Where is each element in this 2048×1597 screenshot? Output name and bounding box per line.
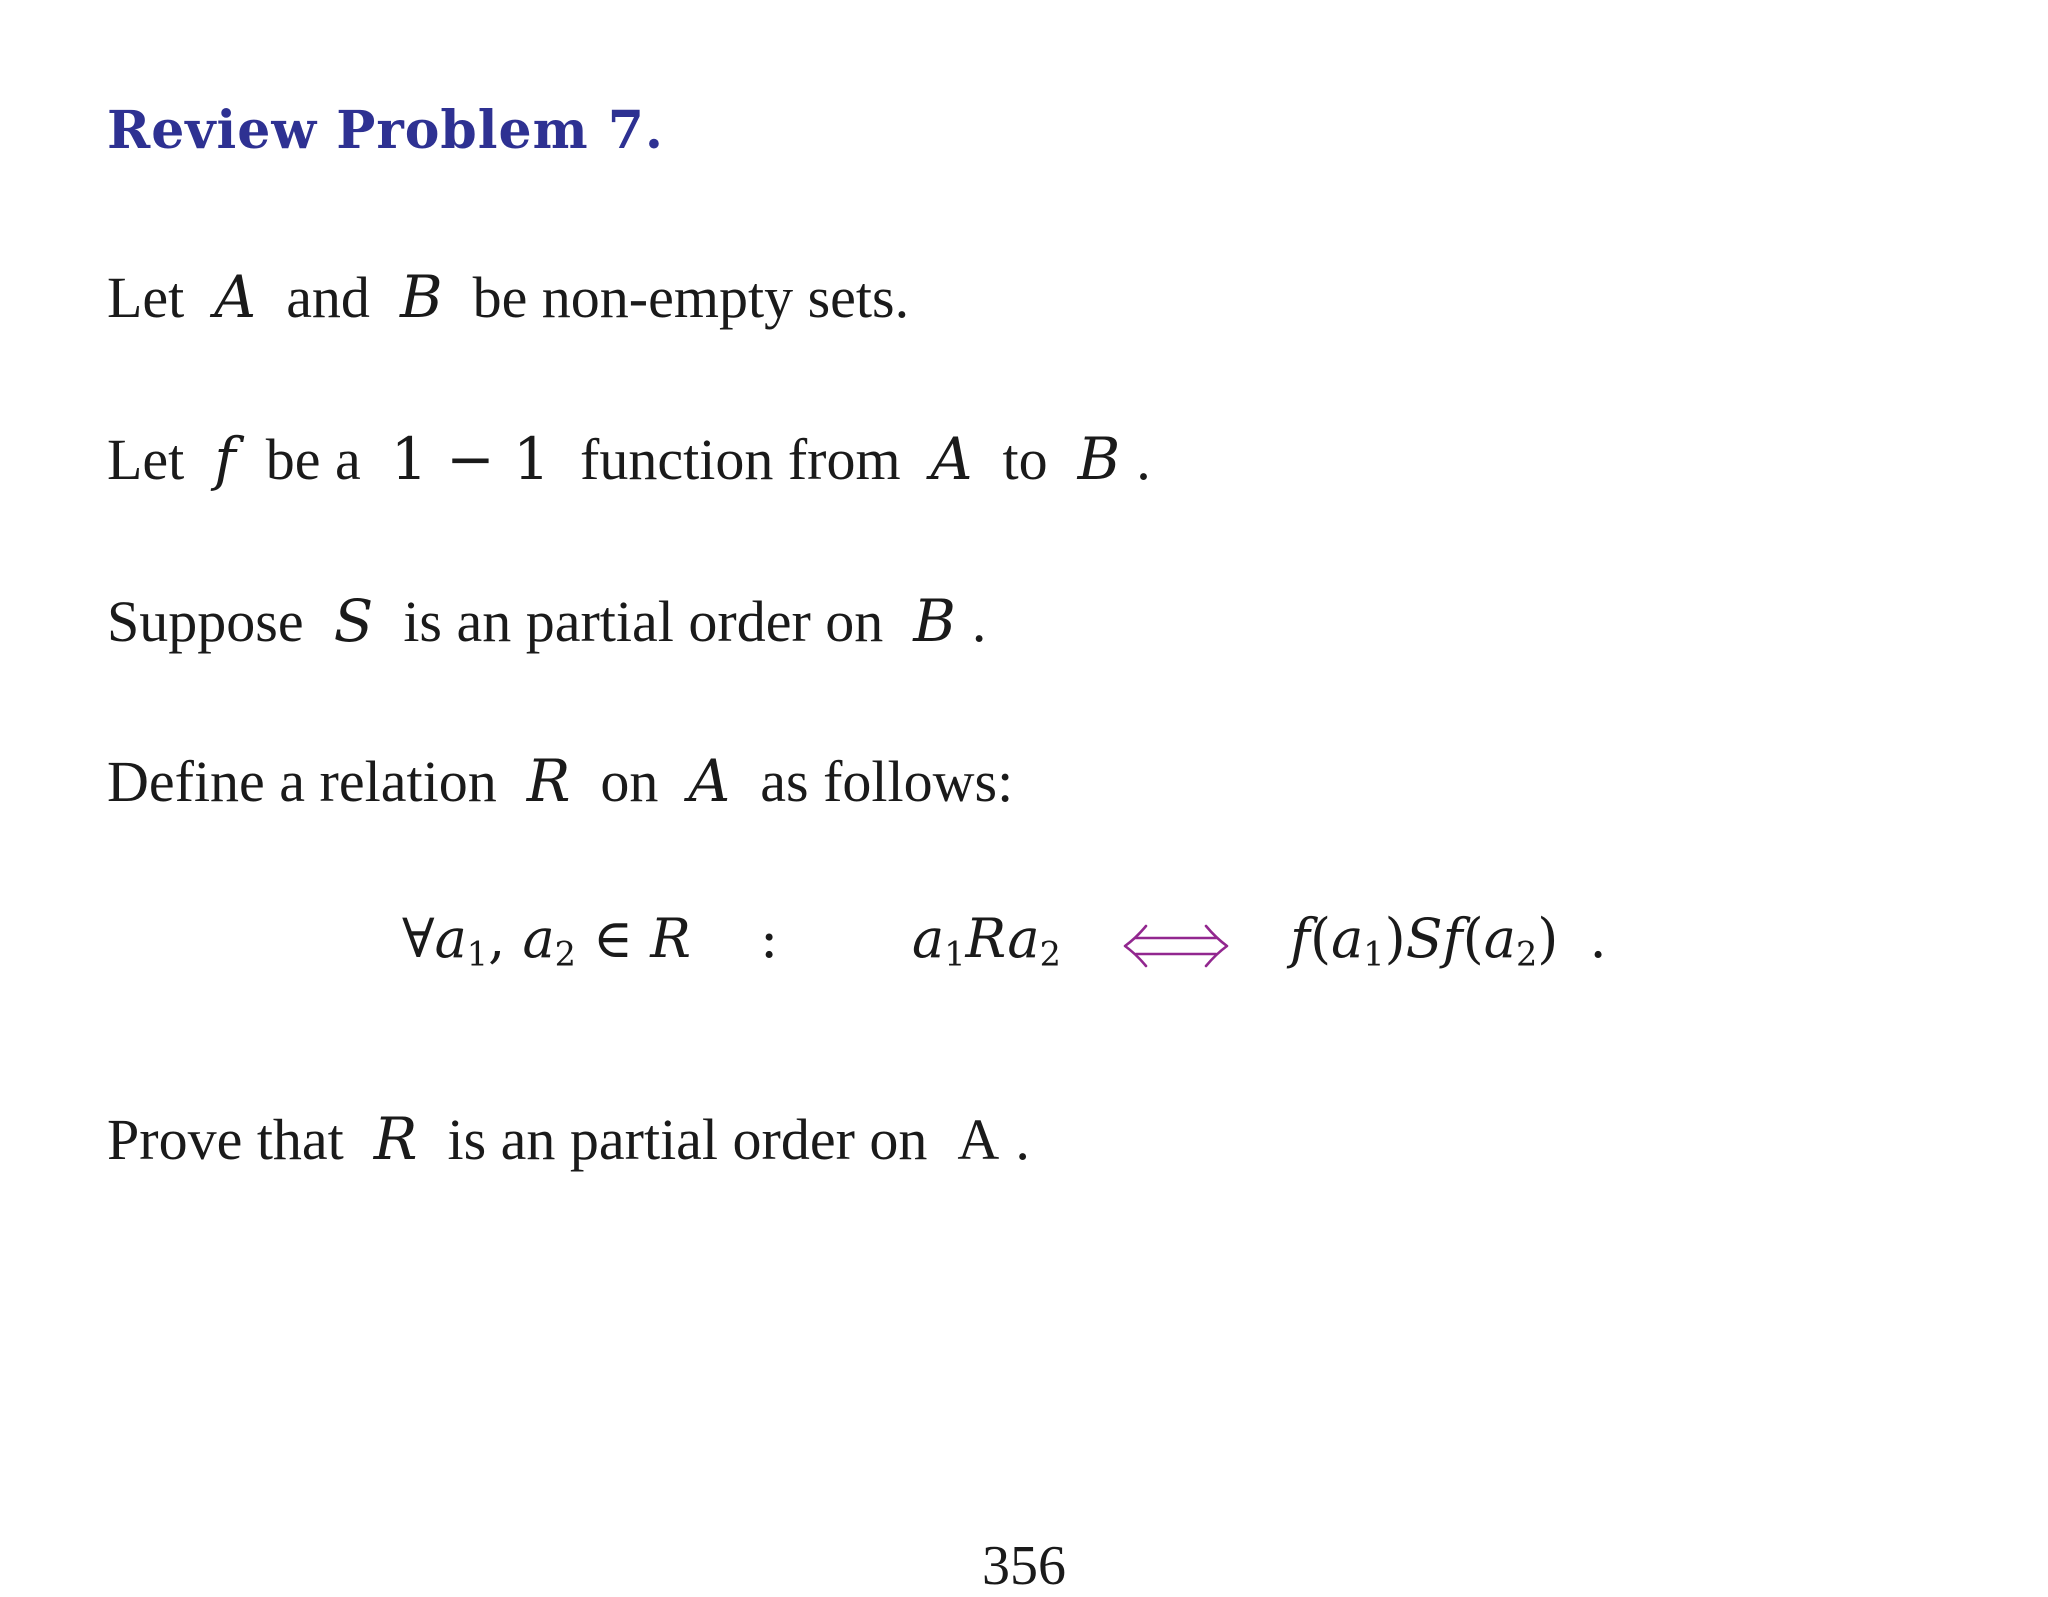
text: be a [265, 427, 361, 492]
period: . [971, 589, 987, 654]
formula-colon [760, 907, 779, 970]
problem-heading: Review Problem 7. [107, 100, 665, 161]
text: Suppose [107, 589, 304, 654]
var-A: A [930, 425, 973, 493]
paren: ( [1462, 907, 1484, 970]
text: Prove that [107, 1107, 344, 1172]
text: Define a relation [107, 749, 497, 814]
subscript: 1 [466, 934, 489, 974]
statement-define-R [107, 747, 1014, 815]
text: is an partial order on [447, 1107, 928, 1172]
var-B: B [1077, 425, 1121, 493]
var-a1: a [1331, 907, 1364, 970]
var-a1: a [912, 907, 945, 970]
subscript: 2 [554, 934, 576, 974]
text: on [600, 749, 659, 814]
var-R: R [965, 907, 1008, 970]
var-a1: a [434, 907, 467, 970]
text: is an partial order on [403, 589, 884, 654]
var-A: A [214, 263, 257, 331]
statement-partial-order-S [107, 587, 987, 655]
var-a2: a [1007, 907, 1040, 970]
subscript: 2 [1039, 934, 1061, 974]
var-f: f [1290, 907, 1310, 970]
text: and [286, 265, 370, 330]
formula-lhs [912, 907, 1061, 974]
subscript: 1 [1363, 934, 1385, 974]
formula-quantifier [402, 907, 691, 974]
var-A: A [688, 747, 731, 815]
period: . [1015, 1107, 1030, 1172]
var-B: B [913, 587, 956, 655]
period: . [1589, 907, 1607, 970]
var-S: S [1405, 907, 1443, 970]
text: be non-empty sets. [472, 265, 910, 330]
var-S: S [333, 587, 374, 655]
var-a2: a [1483, 907, 1516, 970]
text: as follows: [760, 749, 1014, 814]
subscript: 1 [944, 934, 966, 974]
text: Let [107, 265, 185, 330]
subscript: 2 [1515, 934, 1538, 974]
text: to [1002, 427, 1048, 492]
element-of-symbol: ∈ [593, 907, 634, 970]
var-a2: a [522, 907, 555, 970]
paren: ) [1537, 907, 1559, 970]
statement-prove [107, 1105, 1030, 1173]
statement-sets [107, 263, 910, 331]
var-R: R [526, 747, 571, 815]
forall-symbol: ∀ [402, 907, 435, 970]
paren: ( [1310, 907, 1332, 970]
double-left-right-arrow-icon [1122, 924, 1230, 968]
colon: : [760, 907, 779, 970]
text: Let [107, 427, 185, 492]
text: function from [580, 427, 901, 492]
var-R: R [373, 1105, 418, 1173]
formula-rhs [1290, 907, 1607, 974]
one-to-one: 1 − 1 [390, 425, 551, 493]
period: . [1136, 427, 1151, 492]
var-f: f [1442, 907, 1463, 970]
text-A: A [957, 1107, 1000, 1172]
page-number: 356 [982, 1535, 1066, 1597]
paren: ) [1384, 907, 1406, 970]
var-f: f [214, 425, 236, 493]
statement-function [107, 425, 1151, 493]
var-R: R [650, 907, 691, 970]
comma: , [488, 907, 506, 970]
var-B: B [399, 263, 443, 331]
